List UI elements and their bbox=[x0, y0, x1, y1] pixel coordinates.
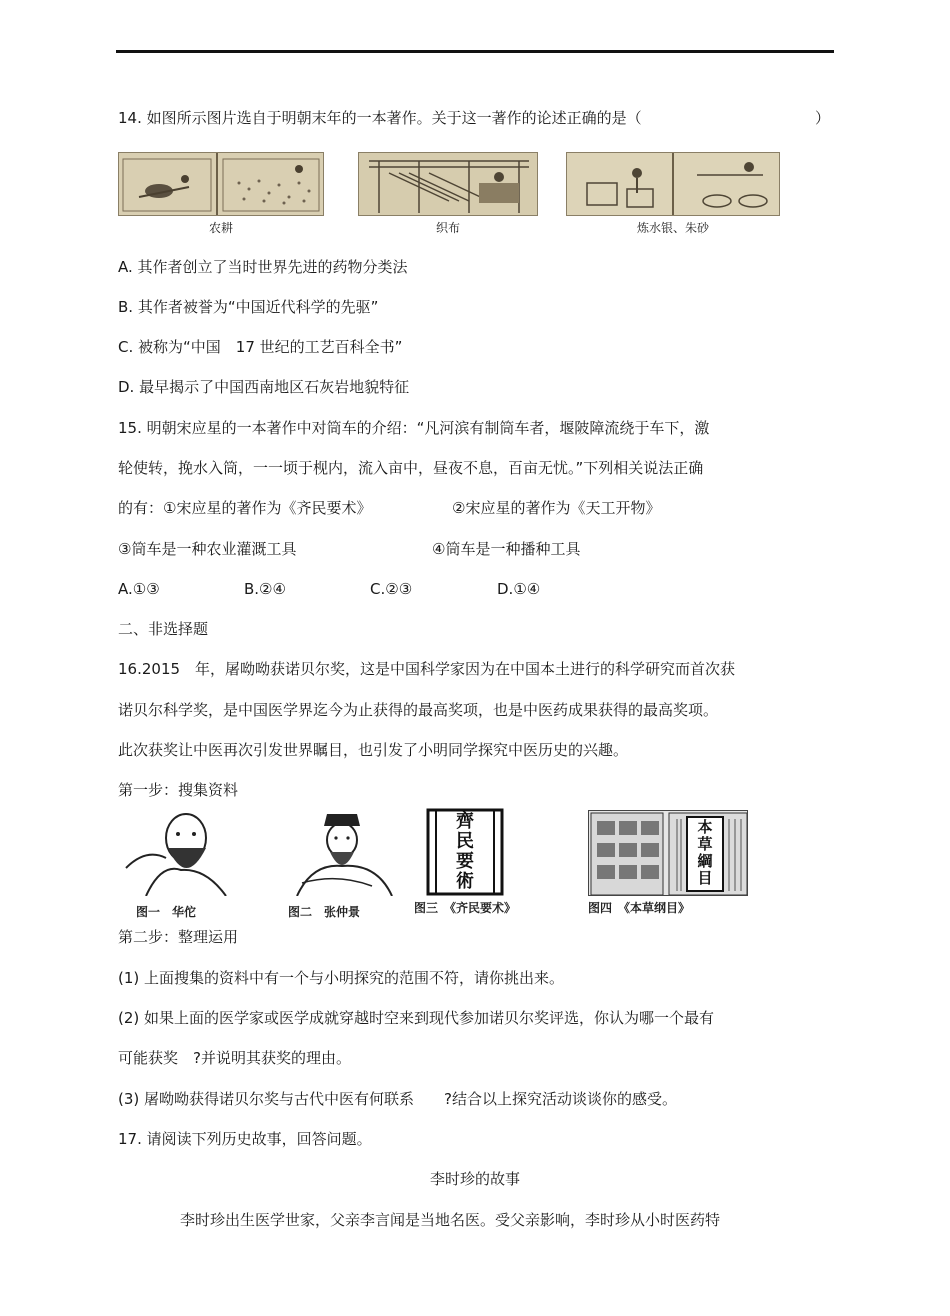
q14-close-paren: ） bbox=[815, 109, 831, 127]
q16-item-3: (3) 屠呦呦获得诺贝尔奖与古代中医有何联系 ?结合以上探究活动谈谈你的感受。 bbox=[118, 1090, 677, 1108]
q14-option-d: D. 最早揭示了中国西南地区石灰岩地貌特征 bbox=[118, 378, 410, 396]
q16-line-3: 此次获奖让中医再次引发世界瞩目，也引发了小明同学探究中医历史的兴趣。 bbox=[118, 741, 629, 759]
q14-option-c: C. 被称为“中国 17 世纪的工艺百科全书” bbox=[118, 338, 403, 356]
zhangzhongjing-portrait bbox=[282, 808, 402, 896]
q15-choice-b: B.②④ bbox=[244, 580, 286, 598]
q14-option-b: B. 其作者被誉为“中国近代科学的先驱” bbox=[118, 298, 379, 316]
q15-choice-a: A.①③ bbox=[118, 580, 160, 598]
caption-bencaogangmu: 图四 《本草纲目》 bbox=[588, 901, 691, 915]
q15-line-2: 轮使转，挽水入筒，一一顷于枧内，流入亩中，昼夜不息，百亩无忧。”下列相关说法正确 bbox=[118, 459, 704, 477]
book-pages-bencaogangmu bbox=[589, 811, 748, 896]
q16-item-2: (2) 如果上面的医学家或医学成就穿越时空来到现代参加诺贝尔奖评选，你认为哪一个最有 bbox=[118, 1009, 715, 1027]
header-rule bbox=[116, 50, 834, 53]
book-title-qiminyaoshu: 齊民要術 bbox=[456, 811, 474, 892]
q16-item-2-cont: 可能获奖 ?并说明其获奖的理由。 bbox=[118, 1049, 351, 1067]
huatuo-portrait bbox=[116, 808, 246, 896]
figure-zhangzhongjing bbox=[282, 808, 402, 920]
caption-zhangzhongjing: 图二 张仲景 bbox=[288, 905, 361, 919]
q15-choice-d: D.①④ bbox=[497, 580, 541, 598]
book-title-bencaogangmu: 本草綱目 bbox=[697, 818, 713, 887]
caption-weaving: 织布 bbox=[435, 221, 460, 235]
section-heading: 二、非选择题 bbox=[118, 620, 209, 638]
caption-qiminyaoshu: 图三 《齐民要术》 bbox=[414, 901, 517, 915]
q17-stem: 17. 请阅读下列历史故事，回答问题。 bbox=[118, 1130, 372, 1148]
q15-statement-2: ②宋应星的著作为《天工开物》 bbox=[452, 499, 661, 517]
q14-stem: 14. 如图所示图片选自于明朝末年的一本著作。关于这一著作的论述正确的是（ bbox=[118, 109, 642, 127]
q14-image-weaving bbox=[358, 152, 538, 236]
q15-statement-4: ④筒车是一种播种工具 bbox=[432, 540, 581, 558]
farming-sketch bbox=[119, 153, 324, 216]
q15-statement-1: 的有：①宋应星的著作为《齐民要术》 bbox=[118, 499, 372, 517]
story-title: 李时珍的故事 bbox=[429, 1170, 520, 1188]
figure-huatuo bbox=[116, 808, 246, 920]
figure-bencaogangmu bbox=[588, 810, 748, 916]
q16-step-1: 第一步：搜集资料 bbox=[118, 781, 239, 799]
story-paragraph: 李时珍出生医学世家，父亲李言闻是当地名医。受父亲影响，李时珍从小时医药特 bbox=[180, 1211, 721, 1229]
q15-line-1: 15. 明朝宋应星的一本著作中对筒车的介绍：“凡河滨有制筒车者，堰陂障流绕于车下，激 bbox=[118, 419, 710, 437]
q15-statement-3: ③筒车是一种农业灌溉工具 bbox=[118, 540, 297, 558]
q14-option-a: A. 其作者创立了当时世界先进的药物分类法 bbox=[118, 258, 408, 276]
caption-farming: 农耕 bbox=[208, 221, 233, 235]
weaving-sketch bbox=[359, 153, 538, 216]
q16-line-2: 诺贝尔科学奖，是中国医学界迄今为止获得的最高奖项，也是中医药成果获得的最高奖项。 bbox=[118, 701, 719, 719]
caption-mercury: 炼水银、朱砂 bbox=[636, 221, 709, 235]
q15-choice-c: C.②③ bbox=[370, 580, 413, 598]
q14-image-mercury bbox=[566, 152, 780, 236]
q16-item-1: (1) 上面搜集的资料中有一个与小明探究的范围不符，请你挑出来。 bbox=[118, 969, 565, 987]
mercury-sketch bbox=[567, 153, 780, 216]
q16-step-2: 第二步：整理运用 bbox=[118, 928, 239, 946]
caption-huatuo: 图一 华佗 bbox=[136, 905, 197, 919]
q16-line-1: 16.2015 年，屠呦呦获诺贝尔奖，这是中国科学家因为在中国本土进行的科学研究而首次获 bbox=[118, 660, 736, 678]
figure-qiminyaoshu bbox=[412, 808, 518, 916]
q14-image-farming bbox=[118, 152, 324, 236]
